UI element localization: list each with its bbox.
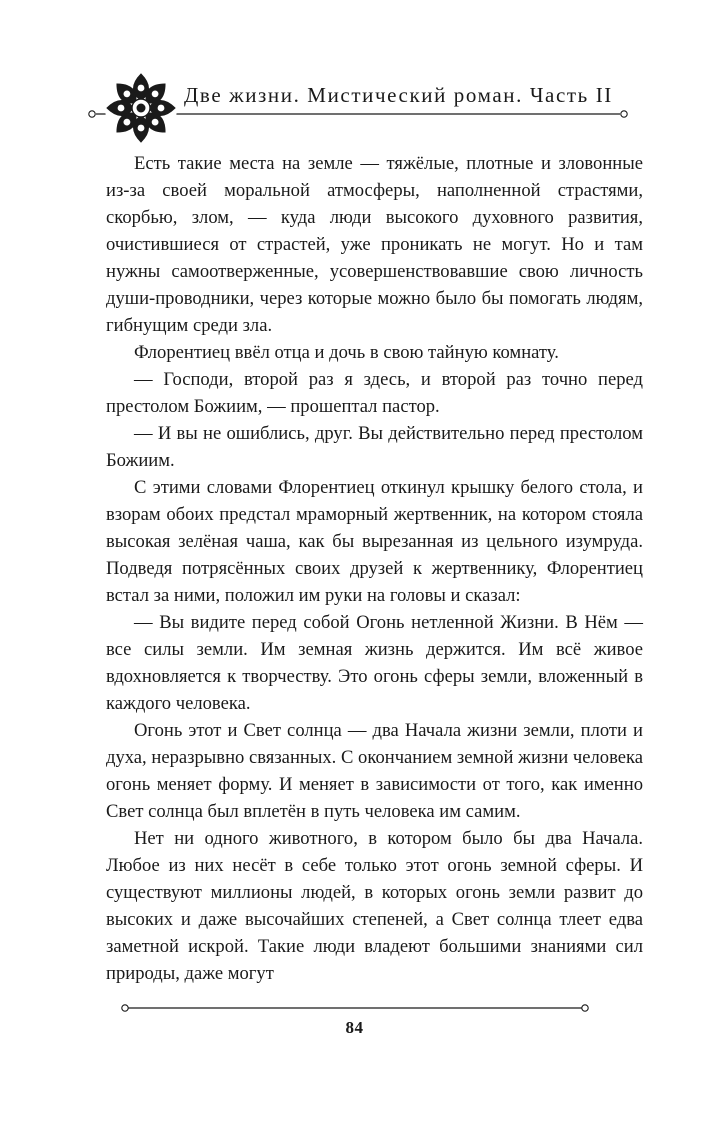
circle-dot-icon (582, 1005, 588, 1011)
page-header (0, 60, 709, 160)
header-decoration (0, 60, 709, 160)
paragraph: Есть такие места на земле — тяжёлые, плотные и зловонные из-за своей моральной атмосферы, наполненной страстями, скорбью, злом, — куда люди высокого духовного развития, очистившиеся от страстей, уже проникать не могут. Но и там нужны самоотверженные, усовершенствовавшие свою личность души-проводники, через которые можно было бы помогать людям, гибнущим среди зла. (106, 153, 643, 336)
paragraph: С этими словами Флорентиец откинул крышку белого стола, и взорам обоих предстал мраморный жертвенник, на котором стояла высокая зелёная чаша, как бы вырезанная из цельного изумруда. Подведя потрясённых своих друзей к жертвеннику, Флорентиец встал за ними, положил им руки на головы и сказал: (106, 477, 643, 606)
body-text (106, 150, 643, 987)
paragraph: — И вы не ошиблись, друг. Вы действительно перед престолом Божиим. (106, 423, 643, 471)
paragraph: Флорентиец ввёл отца и дочь в свою тайную комнату. (134, 342, 559, 363)
circle-dot-icon (621, 111, 627, 117)
circle-dot-icon (89, 111, 95, 117)
paragraph: Огонь этот и Свет солнца — два Начала жизни земли, плоти и духа, неразрывно связанных. С окончанием земной жизни человека огонь меняет форму. И меняет в зависимости от того, как именно Свет солнца был вплетён в путь человека им самим. (106, 720, 643, 822)
circle-dot-icon (122, 1005, 128, 1011)
footer-rule (120, 1002, 590, 1014)
paragraph: — Вы видите перед собой Огонь нетленной Жизни. В Нём — все силы земли. Им земная жизнь держится. Им всё живое вдохновляется к творчеству. Это огонь сферы земли, вложенный в каждого человека. (106, 612, 643, 714)
paragraph: Нет ни одного животного, в котором было бы два Начала. Любое из них несёт в себе только этот огонь земной сферы. И существуют миллионы людей, в которых огонь земли развит до высоких и даже высочайших степеней, а Свет солнца тлеет едва заметной искрой. Такие люди владеют большими знаниями сил природы, даже могут (106, 828, 643, 984)
page-number: 84 (345, 1018, 364, 1037)
running-title: Две жизни. Мистический роман. Часть II (184, 83, 613, 107)
paragraph: — Господи, второй раз я здесь, и второй раз точно перед престолом Божиим, — прошептал пастор. (106, 369, 643, 417)
mandala-ornament-icon (105, 72, 177, 144)
